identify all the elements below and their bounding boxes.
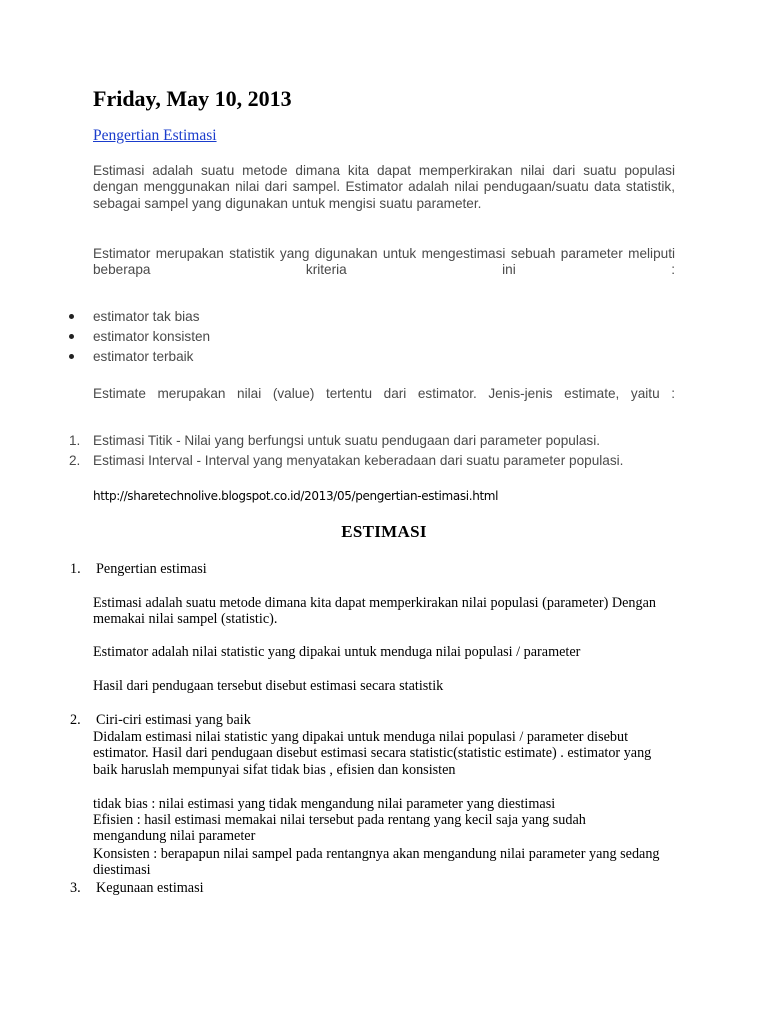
section-2-number: 2.	[70, 712, 81, 728]
list-item: 2. Estimasi Interval - Interval yang menyatakan keberadaan dari suatu parameter populasi.	[69, 453, 624, 469]
list-item: estimator konsisten	[93, 329, 675, 349]
estimate-paragraph: Estimate merupakan nilai (value) tertentu dari estimator. Jenis-jenis estimate, yaitu :	[93, 386, 675, 401]
section-1-heading: Pengertian estimasi	[96, 561, 207, 577]
date-heading: Friday, May 10, 2013	[93, 86, 292, 111]
konsisten-definition: Konsisten : berapapun nilai sampel pada rentangnya akan mengandung nilai parameter yang sedang diestimasi	[93, 846, 660, 879]
section-1-paragraph-3: Hasil dari pendugaan tersebut disebut estimasi secara statistik	[93, 678, 444, 694]
bullet-icon	[69, 314, 74, 319]
criteria-list	[93, 309, 675, 369]
bullet-icon	[69, 354, 74, 359]
estimator-criteria-paragraph: Estimator merupakan statistik yang digunakan untuk mengestimasi sebuah parameter meliputi beberapa kriteria ini :	[93, 246, 675, 278]
list-item: estimator tak bias	[93, 309, 675, 329]
intro-paragraph: Estimasi adalah suatu metode dimana kita dapat memperkirakan nilai dari suatu populasi dengan menggunakan nilai dari sampel. Estimator adalah nilai pendugaan/suatu data statistik, sebagai sampel yang digunakan untuk mengisi suatu parameter.	[93, 163, 675, 211]
section-3-number: 3.	[70, 880, 81, 896]
source-url: http://sharetechnolive.blogspot.co.id/2013/05/pengertian-estimasi.html	[93, 489, 499, 503]
list-item: 1. Estimasi Titik - Nilai yang berfungsi untuk suatu pendugaan dari parameter populasi.	[69, 433, 601, 448]
bullet-icon	[69, 334, 74, 339]
section-1-paragraph-2: Estimator adalah nilai statistic yang dipakai untuk menduga nilai populasi / parameter	[93, 644, 581, 660]
section-2-heading: Ciri-ciri estimasi yang baik	[96, 712, 251, 728]
post-title-link[interactable]: Pengertian Estimasi	[93, 127, 217, 144]
tidak-bias-definition: tidak bias : nilai estimasi yang tidak mengandung nilai parameter yang diestimasi	[93, 796, 556, 812]
estimate-types-list	[69, 433, 675, 470]
section-1-number: 1.	[70, 561, 81, 577]
section-3-heading: Kegunaan estimasi	[96, 880, 204, 896]
efisien-definition: Efisien : hasil estimasi memakai nilai tersebut pada rentang yang kecil saja yang sudah mengandung nilai parameter	[93, 812, 586, 845]
section-title: ESTIMASI	[341, 522, 427, 541]
list-item: estimator terbaik	[93, 349, 675, 369]
section-1-paragraph-1: Estimasi adalah suatu metode dimana kita dapat memperkirakan nilai populasi (parameter) Dengan memakai nilai sampel (statistic).	[93, 595, 656, 628]
section-2-paragraph: Didalam estimasi nilai statistic yang dipakai untuk menduga nilai populasi / parameter disebut estimator. Hasil dari pendugaan disebut estimasi secara statistic(statistic estimate) . estimator yang baik haruslah mempunyai sifat tidak bias , efisien dan konsisten	[93, 729, 652, 778]
